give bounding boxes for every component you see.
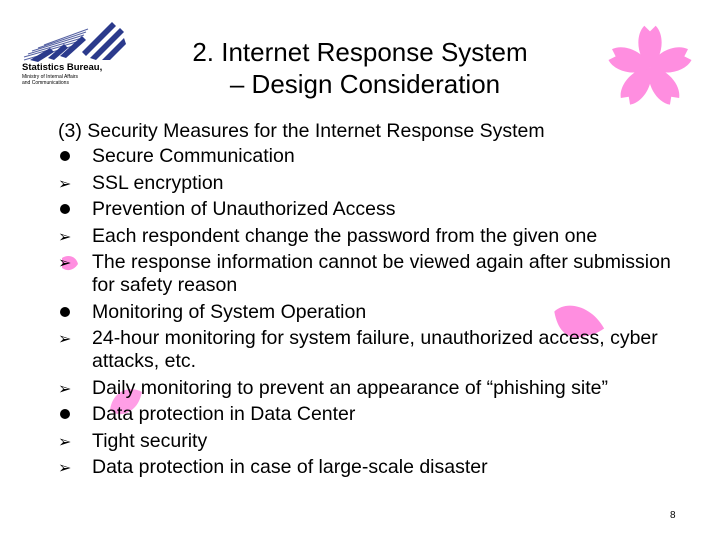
logo-subtitle-line1: Ministry of Internal Affairs [22, 74, 79, 80]
bullet-arrow-icon: ➢ [58, 253, 72, 272]
bullet-item-sub [58, 430, 698, 453]
bullet-text: Data protection in case of large-scale disaster [92, 456, 488, 478]
bullet-arrow-icon: ➢ [58, 378, 72, 398]
slide-title [160, 36, 560, 100]
bullet-item-sub [58, 225, 698, 248]
bullet-text: 24-hour monitoring for system failure, unauthorized access, cyber attacks, etc. [92, 327, 658, 372]
slide-body [58, 118, 698, 483]
bullet-text: Each respondent change the password from the given one [92, 224, 598, 247]
logo-subtitle [22, 74, 78, 86]
bullet-text: Tight security [92, 429, 208, 452]
bullet-arrow-icon: ➢ [58, 173, 72, 193]
bullet-arrow-icon: ➢ [58, 226, 72, 246]
bureau-emblem-icon [20, 22, 130, 64]
bullet-item-main [58, 301, 698, 324]
slide-title-line1: 2. Internet Response System [192, 37, 528, 67]
bullet-item-main [58, 403, 698, 426]
bullet-text: Monitoring of System Operation [92, 300, 367, 323]
cherry-blossom-icon [600, 20, 700, 115]
logo-subtitle-line2: and Communications [22, 80, 69, 86]
bullet-item-sub [58, 251, 698, 297]
bullet-arrow-icon: ➢ [58, 458, 72, 477]
bullet-text: Daily monitoring to prevent an appearance of “phishing site” [92, 376, 608, 399]
bullet-item-main [58, 198, 698, 221]
bullet-item-main [58, 145, 698, 168]
logo-title: Statistics Bureau, [22, 62, 103, 73]
bullet-text: Data protection in Data Center [92, 403, 356, 425]
section-heading: (3) Security Measures for the Internet Response System [58, 120, 545, 142]
bullet-text: Prevention of Unauthorized Access [92, 198, 396, 220]
bullet-item-sub [58, 172, 698, 195]
statistics-bureau-logo [20, 22, 130, 92]
bullet-text: The response information cannot be viewed again after submission for safety reason [92, 251, 671, 296]
bullet-item-sub [58, 377, 698, 400]
page-number: 8 [670, 510, 676, 521]
bullet-text: Secure Communication [92, 145, 295, 167]
bullet-list [58, 145, 698, 479]
slide-title-line2: – Design Consideration [229, 69, 501, 99]
bullet-text: SSL encryption [92, 171, 224, 194]
bullet-item-sub [58, 456, 698, 479]
bullet-arrow-icon: ➢ [58, 329, 72, 348]
bullet-item-sub [58, 327, 698, 373]
bullet-arrow-icon: ➢ [58, 431, 72, 451]
